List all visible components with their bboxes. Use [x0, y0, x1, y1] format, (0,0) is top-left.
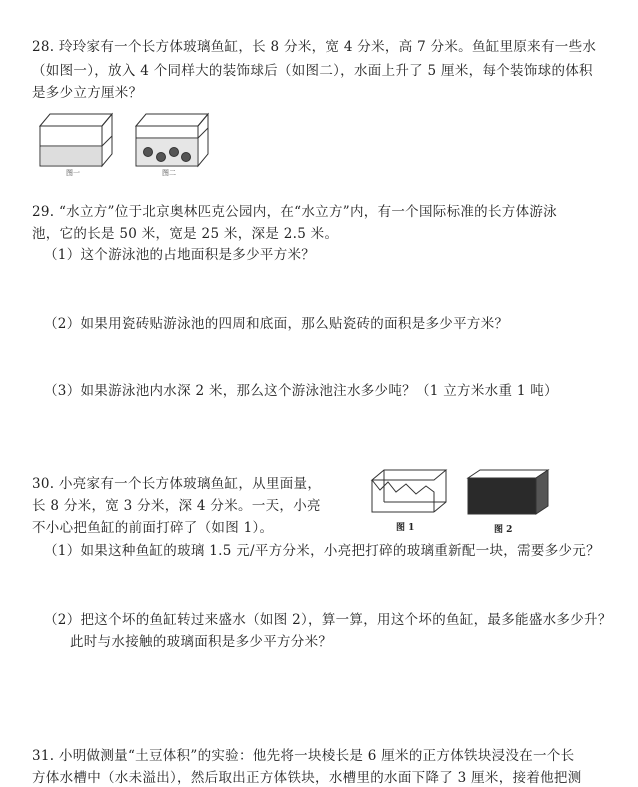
q30-tank-figures	[368, 466, 554, 526]
q30-line-3: 不小心把鱼缸的前面打碎了（如图 1）。	[32, 520, 274, 536]
q28-tank-figures	[36, 108, 216, 176]
q30-line-1: 30. 小亮家有一个长方体玻璃鱼缸，从里面量，	[32, 476, 322, 492]
q28-line-2: （如图一），放入 4 个同样大的装饰球后（如图二），水面上升了 5 厘米，每个装饰球的体积	[32, 63, 593, 79]
q29-line-1: 29. “水立方”位于北京奥林匹克公园内，在“水立方”内，有一个国际标准的长方体游泳	[32, 204, 557, 220]
q30-sub2-line-2: 此时与水接触的玻璃面积是多少平方分米？	[70, 634, 333, 650]
q28-tank1-illustration	[40, 114, 112, 166]
q28-line-1: 28. 玲玲家有一个长方体玻璃鱼缸，长 8 分米，宽 4 分米，高 7 分米。鱼缸里原来有一些水	[32, 39, 597, 55]
q30-sub2-line-1: （2）把这个坏的鱼缸转过来盛水（如图 2），算一算，用这个坏的鱼缸，最多能盛水多少升？	[44, 612, 612, 628]
q28-fig1-caption: 图一	[66, 169, 80, 177]
q29-sub2: （2）如果用瓷砖贴游泳池的四周和底面，那么贴瓷砖的面积是多少平方米？	[44, 316, 509, 332]
q30-filled-tank-illustration	[468, 470, 548, 514]
q29-sub1: （1）这个游泳池的占地面积是多少平方米？	[44, 247, 316, 263]
q30-fig2-caption: 图 2	[494, 525, 513, 535]
q28-line-3: 是多少立方厘米？	[32, 85, 143, 101]
q29-line-2: 池，它的长是 50 米，宽是 25 米，深是 2.5 米。	[32, 226, 339, 242]
q28-tank2-illustration	[136, 114, 208, 166]
q30-fig1-caption: 图 1	[396, 523, 415, 533]
q30-sub1: （1）如果这种鱼缸的玻璃 1.5 元/平方分米，小亮把打碎的玻璃重新配一块，需要多少元？	[44, 543, 600, 559]
q31-line-1: 31. 小明做测量“土豆体积”的实验：他先将一块棱长是 6 厘米的正方体铁块浸没在一个长	[32, 748, 575, 764]
q28-fig2-caption: 图二	[162, 169, 176, 177]
q29-sub3: （3）如果游泳池内水深 2 米，那么这个游泳池注水多少吨？（1 立方米水重 1 吨）	[44, 383, 558, 399]
q31-line-2: 方体水槽中（水未溢出），然后取出正方体铁块，水槽里的水面下降了 3 厘米，接着他把测	[32, 770, 582, 786]
q30-broken-tank-illustration	[372, 470, 446, 512]
q30-line-2: 长 8 分米，宽 3 分米，深 4 分米。一天，小亮	[32, 498, 321, 514]
